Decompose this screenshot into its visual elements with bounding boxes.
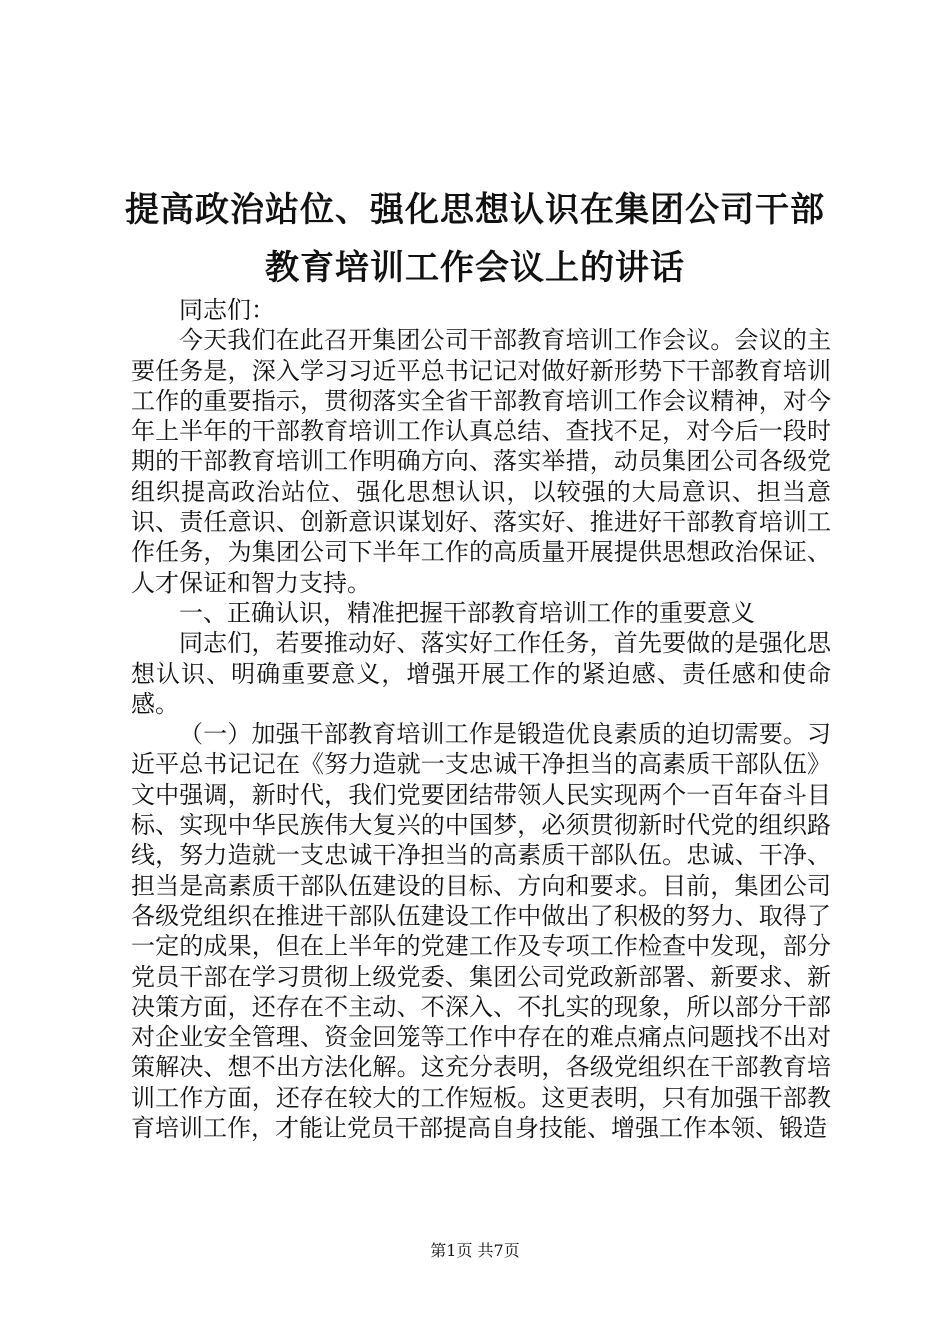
document-title-line-1: 提高政治站位、强化思想认识在集团公司干部 [125,190,825,230]
document-body [131,295,831,1143]
document-title-line-2: 教育培训工作会议上的讲话 [265,248,685,288]
paragraph-subsection-1: （一）加强干部教育培训工作是锻造优良素质的迫切需要。习近平总书记记在《努力造就一支忠诚干净担当的高素质干部队伍》文中强调，新时代，我们党要团结带领人民实现两个一百年奋斗目标、实现中华民族伟大复兴的中国梦，必须贯彻新时代党的组织路线，努力造就一支忠诚干净担当的高素质干部队伍。忠诚、干净、担当是高素质干部队伍建设的目标、方向和要求。目前，集团公司各级党组织在推进干部队伍建设工作中做出了积极的努力、取得了一定的成果，但在上半年的党建工作及专项工作检查中发现，部分党员干部在学习贯彻上级党委、集团公司党政新部署、新要求、新决策方面，还存在不主动、不深入、不扎实的现象，所以部分干部对企业安全管理、资金回笼等工作中存在的难点痛点问题找不出对策解决、想不出方法化解。这充分表明，各级党组织在干部教育培训工作方面，还存在较大的工作短板。这更表明，只有加强干部教育培训工作，才能让党员干部提高自身技能、增强工作本领、锻造 [131,720,831,1143]
paragraph-section-1: 同志们，若要推动好、落实好工作任务，首先要做的是强化思想认识、明确重要意义，增强开展工作的紧迫感、责任感和使命感。 [131,629,831,718]
section-heading-1: 一、正确认识，精准把握干部教育培训工作的重要意义 [179,598,755,627]
page-number-footer: 第1页 共7页 [430,1241,520,1260]
salutation: 同志们： [179,296,275,324]
paragraph-intro: 今天我们在此召开集团公司干部教育培训工作会议。会议的主要任务是，深入学习习近平总书记记对做好新形势下干部教育培训工作的重要指示，贯彻落实全省干部教育培训工作会议精神，对今年上半年的干部教育培训工作认真总结、查找不足，对今后一段时期的干部教育培训工作明确方向、落实举措，动员集团公司各级党组织提高政治站位、强化思想认识，以较强的大局意识、担当意识、责任意识、创新意识谋划好、落实好、推进好干部教育培训工作任务，为集团公司下半年工作的高质量开展提供思想政治保证、人才保证和智力支持。 [131,326,831,597]
